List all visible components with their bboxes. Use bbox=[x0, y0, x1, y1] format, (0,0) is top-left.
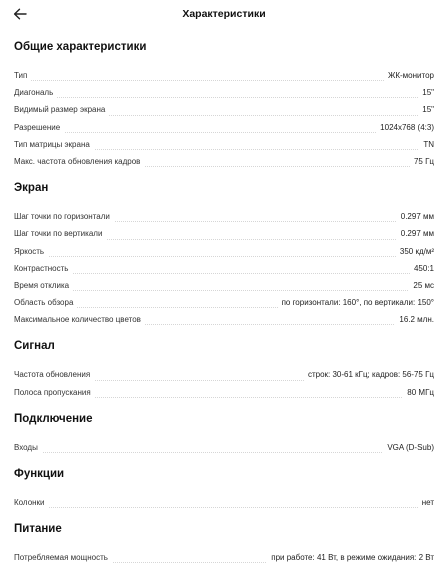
spec-row bbox=[14, 439, 434, 456]
spec-label: Частота обновления bbox=[14, 366, 94, 383]
specs-list bbox=[14, 35, 434, 572]
spec-row bbox=[14, 494, 434, 511]
spec-value: ЖК-монитор bbox=[384, 67, 434, 84]
section-title: Сигнал bbox=[14, 340, 55, 353]
spec-label: Контрастность bbox=[14, 260, 72, 277]
spec-value: по горизонтали: 160°, по вертикали: 150° bbox=[278, 294, 434, 311]
spec-label: Область обзора bbox=[14, 294, 77, 311]
section-title: Функции bbox=[14, 468, 65, 480]
spec-label: Диагональ bbox=[14, 84, 57, 101]
section-title: Общие характеристики bbox=[14, 41, 147, 53]
spec-label: Яркость bbox=[14, 243, 48, 260]
spec-label: Потребляемая мощность bbox=[14, 549, 112, 566]
spec-section bbox=[14, 176, 434, 328]
spec-section bbox=[14, 407, 434, 456]
spec-row bbox=[14, 225, 434, 242]
spec-section bbox=[14, 35, 434, 170]
spec-label: Полоса пропускания bbox=[14, 384, 95, 401]
spec-value: 25 мс bbox=[409, 277, 434, 294]
spec-value: 15" bbox=[418, 84, 434, 101]
spec-label: Видимый размер экрана bbox=[14, 101, 109, 118]
spec-value: TN bbox=[419, 136, 434, 153]
spec-row bbox=[14, 260, 434, 277]
spec-value: 1024x768 (4:3) bbox=[376, 119, 434, 136]
spec-row bbox=[14, 384, 434, 401]
spec-row bbox=[14, 294, 434, 311]
dotted-leader bbox=[14, 273, 434, 274]
spec-section bbox=[14, 462, 434, 511]
spec-label: Тип матрицы экрана bbox=[14, 136, 94, 153]
section-title: Питание bbox=[14, 523, 62, 536]
dotted-leader bbox=[14, 452, 434, 453]
spec-value: при работе: 41 Вт, в режиме ожидания: 2 Вт bbox=[267, 549, 434, 566]
spec-value: 16.2 млн. bbox=[395, 311, 434, 328]
spec-label: Максимальное количество цветов bbox=[14, 311, 145, 328]
spec-row bbox=[14, 153, 434, 170]
spec-value: 350 кд/м² bbox=[396, 243, 434, 260]
spec-row bbox=[14, 67, 434, 84]
spec-row bbox=[14, 208, 434, 225]
spec-value: 450:1 bbox=[410, 260, 434, 277]
spec-row bbox=[14, 311, 434, 328]
spec-row bbox=[14, 119, 434, 136]
spec-row bbox=[14, 243, 434, 260]
dotted-leader bbox=[14, 256, 434, 257]
spec-value: 0.297 мм bbox=[397, 208, 434, 225]
dotted-leader bbox=[14, 80, 434, 81]
section-title: Экран bbox=[14, 182, 49, 195]
spec-row bbox=[14, 277, 434, 294]
spec-label: Входы bbox=[14, 439, 42, 456]
section-title: Подключение bbox=[14, 412, 93, 425]
spec-label: Шаг точки по вертикали bbox=[14, 225, 106, 242]
spec-row bbox=[14, 84, 434, 101]
dotted-leader bbox=[14, 97, 434, 98]
spec-label: Время отклика bbox=[14, 277, 73, 294]
spec-value: 75 Гц bbox=[410, 153, 434, 170]
spec-label: Колонки bbox=[14, 494, 49, 511]
top-bar bbox=[0, 0, 448, 30]
spec-label: Шаг точки по горизонтали bbox=[14, 208, 114, 225]
spec-row bbox=[14, 101, 434, 118]
spec-label: Тип bbox=[14, 67, 31, 84]
spec-value: 0.297 мм bbox=[397, 225, 434, 242]
spec-label: Макс. частота обновления кадров bbox=[14, 153, 144, 170]
spec-row bbox=[14, 549, 434, 566]
spec-value: 15" bbox=[418, 101, 434, 118]
page-title: Характеристики bbox=[182, 8, 266, 20]
spec-value: 80 МГц bbox=[403, 384, 434, 401]
spec-section bbox=[14, 334, 434, 400]
spec-row bbox=[14, 136, 434, 153]
dotted-leader bbox=[14, 290, 434, 291]
spec-value: VGA (D-Sub) bbox=[383, 439, 434, 456]
spec-section bbox=[14, 517, 434, 566]
spec-value: строк: 30-61 кГц; кадров: 56-75 Гц bbox=[304, 366, 434, 383]
spec-value: нет bbox=[418, 494, 434, 511]
dotted-leader bbox=[14, 132, 434, 133]
dotted-leader bbox=[14, 507, 434, 508]
spec-label: Разрешение bbox=[14, 119, 64, 136]
spec-row bbox=[14, 366, 434, 383]
